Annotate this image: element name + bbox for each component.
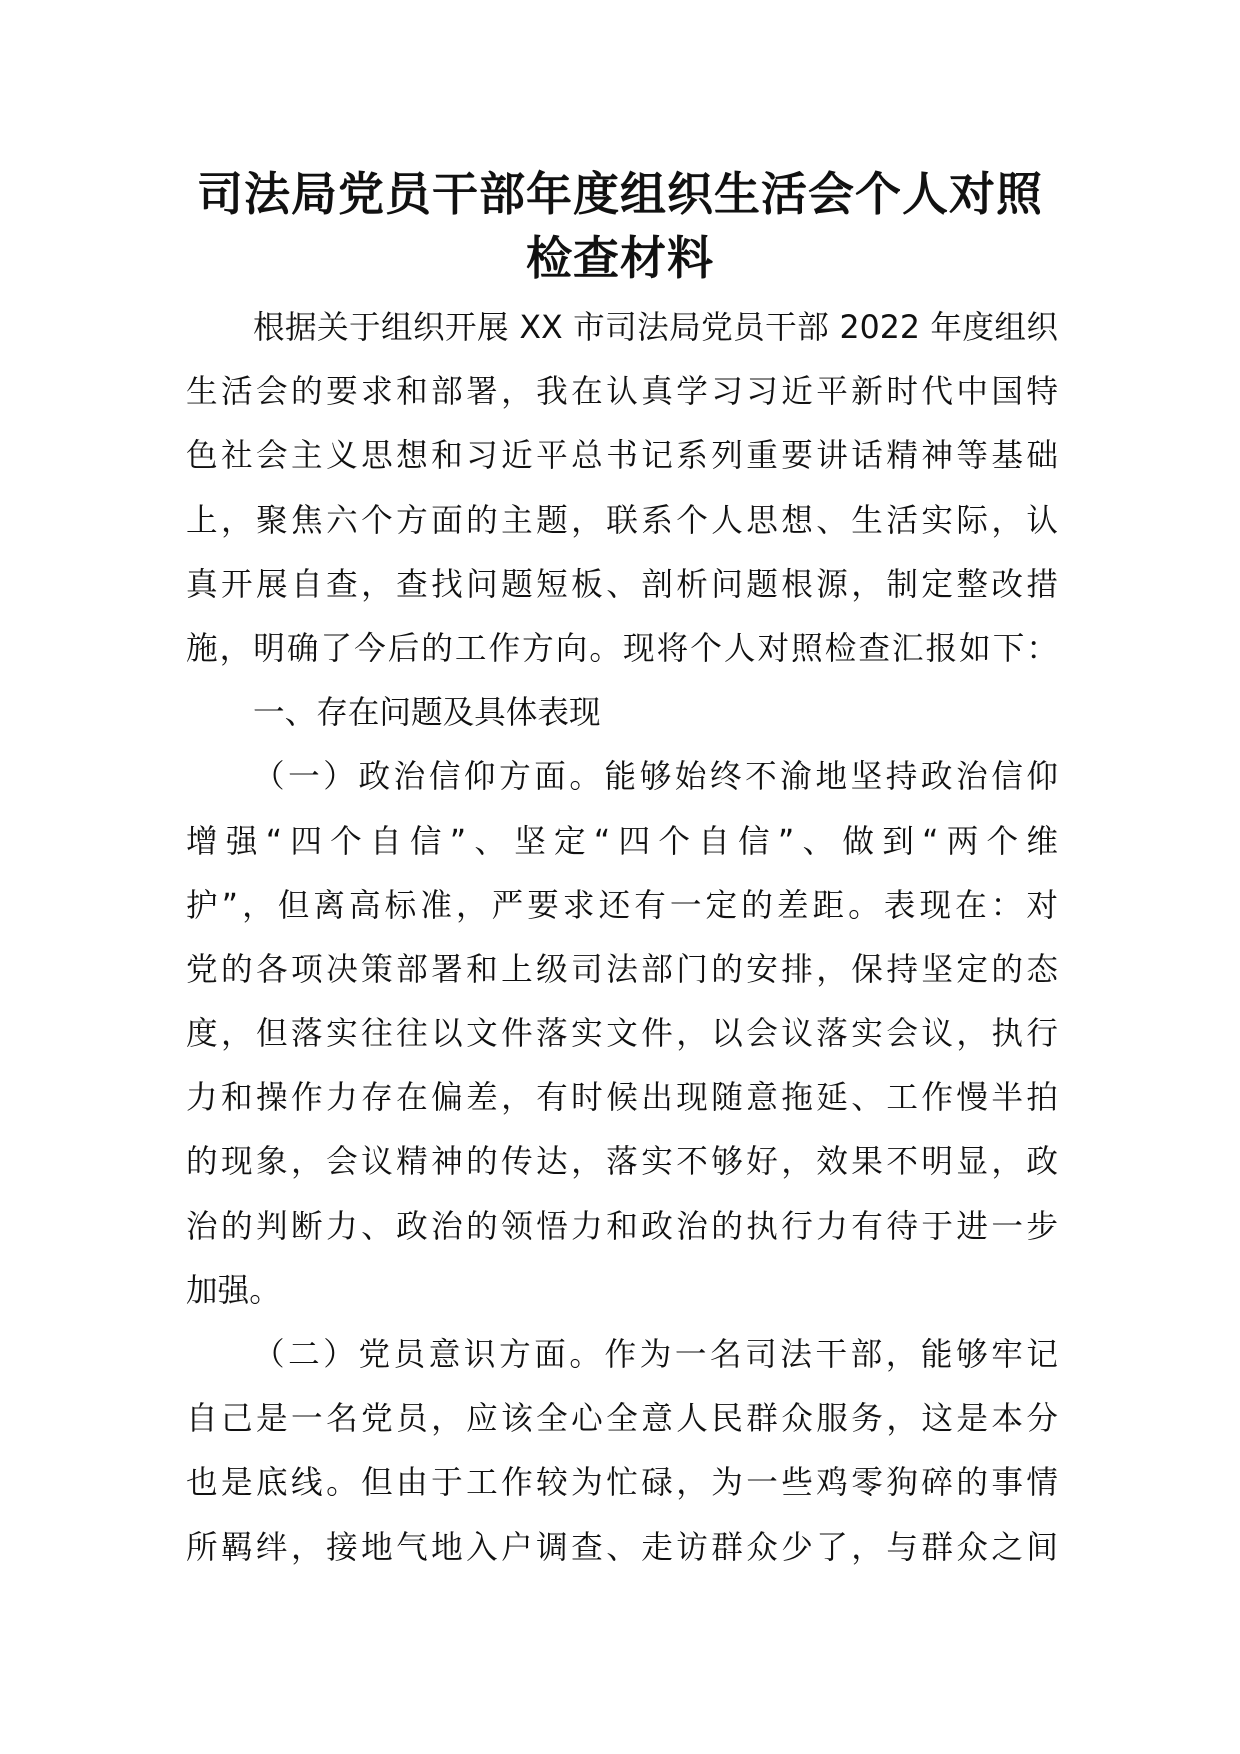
document-title-line-2: 检查材料 xyxy=(526,231,714,285)
body-line: 护”，但离高标准，严要求还有一定的差距。表现在：对 xyxy=(186,887,1058,924)
body-line: 生活会的要求和部署，我在认真学习习近平新时代中国特 xyxy=(186,374,1058,411)
body-line: 度，但落实往往以文件落实文件，以会议落实会议，执行 xyxy=(186,1016,1058,1053)
body-line: 所羁绊，接地气地入户调查、走访群众少了，与群众之间 xyxy=(186,1529,1058,1566)
document-title-line-1: 司法局党员干部年度组织生活会个人对照 xyxy=(197,167,1043,221)
body-line: 自己是一名党员，应该全心全意人民群众服务，这是本分 xyxy=(186,1401,1058,1438)
body-line: 力和操作力存在偏差，有时候出现随意拖延、工作慢半拍 xyxy=(186,1080,1058,1117)
body-line: 增强“四个自信”、坚定“四个自信”、做到“两个维 xyxy=(186,823,1058,860)
body-line: 真开展自查，查找问题短板、剖析问题根源，制定整改措 xyxy=(186,566,1058,603)
body-line: 加强。 xyxy=(186,1272,281,1309)
document-body xyxy=(186,296,1058,1580)
body-line: 上，聚焦六个方面的主题，联系个人思想、生活实际，认 xyxy=(186,502,1058,539)
body-line: 也是底线。但由于工作较为忙碌，为一些鸡零狗碎的事情 xyxy=(186,1465,1058,1502)
body-line: 色社会主义思想和习近平总书记系列重要讲话精神等基础 xyxy=(186,438,1058,475)
body-line: 施，明确了今后的工作方向。现将个人对照检查汇报如下： xyxy=(186,630,1058,667)
section-heading: 一、存在问题及具体表现 xyxy=(253,695,601,732)
body-line: 党的各项决策部署和上级司法部门的安排，保持坚定的态 xyxy=(186,951,1058,988)
body-line: 治的判断力、政治的领悟力和政治的执行力有待于进一步 xyxy=(186,1208,1058,1245)
body-line: （一）政治信仰方面。能够始终不渝地坚持政治信仰 xyxy=(253,759,1058,796)
body-line: 的现象，会议精神的传达，落实不够好，效果不明显，政 xyxy=(186,1144,1058,1181)
body-line: 根据关于组织开展 XX 市司法局党员干部 2022 年度组织 xyxy=(253,310,1058,346)
body-line: （二）党员意识方面。作为一名司法干部，能够牢记 xyxy=(253,1337,1058,1373)
